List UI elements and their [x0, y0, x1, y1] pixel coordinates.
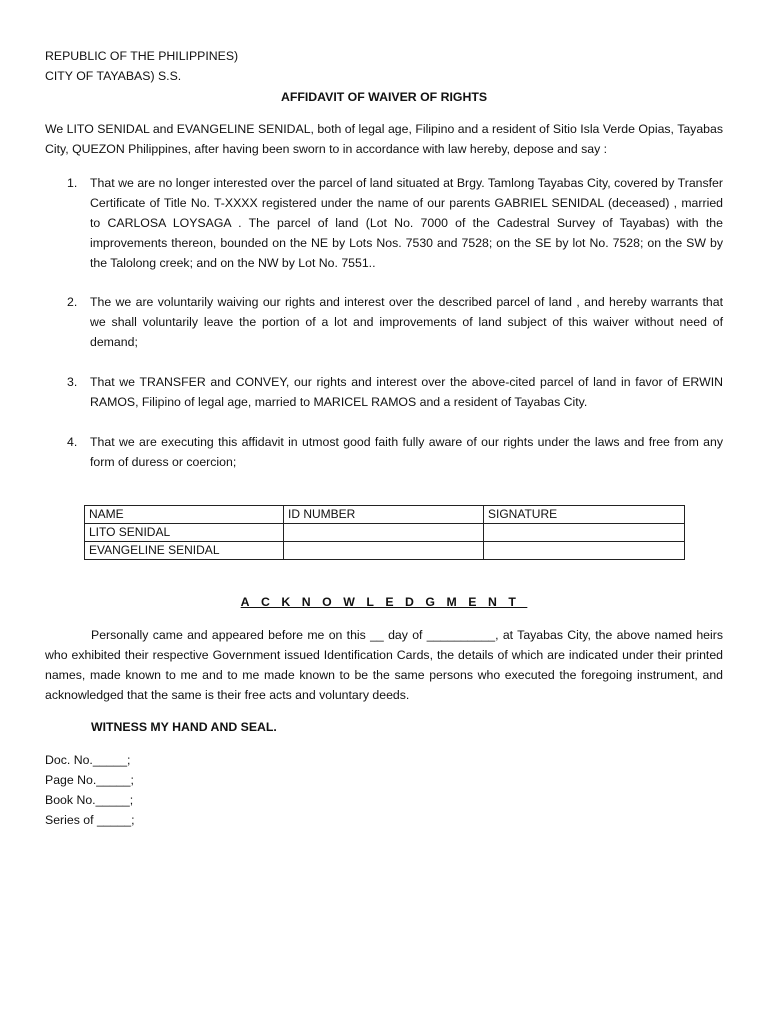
list-item-text: The we are voluntarily waiving our rights and interest over the described parcel of land , and hereby warrants that we shall voluntarily leave the portion of a lot and improvements of land subject of this waiver without need of demand; — [90, 295, 723, 349]
id-number-cell — [284, 524, 484, 542]
name-cell: LITO SENIDAL — [85, 524, 284, 542]
id-number-cell — [284, 542, 484, 560]
header-signature: SIGNATURE — [484, 506, 685, 524]
page-number-line: Page No._____; — [45, 773, 134, 787]
table-row — [85, 542, 685, 560]
witness-line: WITNESS MY HAND AND SEAL. — [91, 720, 277, 734]
table-row — [85, 524, 685, 542]
signature-cell — [484, 524, 685, 542]
list-item-text: That we are executing this affidavit in utmost good faith fully aware of our rights under the laws and free from any form of duress or coercion; — [90, 435, 723, 469]
doc-number-line: Doc. No._____; — [45, 753, 131, 767]
name-cell: EVANGELINE SENIDAL — [85, 542, 284, 560]
list-item-number: 2. — [67, 295, 78, 309]
series-line: Series of _____; — [45, 813, 135, 827]
list-item-text: That we are no longer interested over the parcel of land situated at Brgy. Tamlong Tayabas City, covered by Transfer Certificate of Title No. T-XXXX registered under the name of our parents GABRIEL SENIDAL (deceased) , married to CARLOSA LOYSAGA . The parcel of land (Lot No. 7000 of the Cadestral Survey of Tayabas) with the improvements thereon, bounded on the NE by Lots Nos. 7530 and 7528; on the SE by lot No. 7528; on the SW by the Talolong creek; and on the NW by Lot No. 7551.. — [90, 176, 723, 270]
list-item — [67, 292, 723, 352]
intro-paragraph: We LITO SENIDAL and EVANGELINE SENIDAL, both of legal age, Filipino and a resident of Sitio Isla Verde Opias, Tayabas City, QUEZON Philippines, after having been sworn to in accordance with law hereby, depose and say : — [45, 122, 723, 156]
list-item — [67, 432, 723, 472]
list-item-number: 3. — [67, 375, 78, 389]
table-header-row — [85, 506, 685, 524]
signatories-table — [84, 505, 685, 560]
book-number-line: Book No._____; — [45, 793, 134, 807]
acknowledgment-paragraph: Personally came and appeared before me on this __ day of __________, at Tayabas City, the above named heirs who exhibited their respective Government issued Identification Cards, the details of which are indicated under their printed names, made known to me and to me made known to be the same persons who executed the foregoing instrument, and acknowledged that the same is their free acts and voluntary deeds. — [45, 628, 723, 702]
venue-city: CITY OF TAYABAS) S.S. — [45, 69, 182, 83]
list-item-number: 4. — [67, 435, 78, 449]
list-item-text: That we TRANSFER and CONVEY, our rights and interest over the above-cited parcel of land in favor of ERWIN RAMOS, Filipino of legal age, married to MARICEL RAMOS and a resident of Tayabas City. — [90, 375, 723, 409]
acknowledgment-title: ACKNOWLEDGMENT — [240, 595, 528, 609]
list-item-number: 1. — [67, 176, 78, 190]
list-item — [67, 372, 723, 412]
header-name: NAME — [85, 506, 284, 524]
document-title: AFFIDAVIT OF WAIVER OF RIGHTS — [280, 90, 488, 104]
venue-republic: REPUBLIC OF THE PHILIPPINES) — [45, 49, 239, 63]
list-item — [67, 173, 723, 273]
header-id-number: ID NUMBER — [284, 506, 484, 524]
signature-cell — [484, 542, 685, 560]
